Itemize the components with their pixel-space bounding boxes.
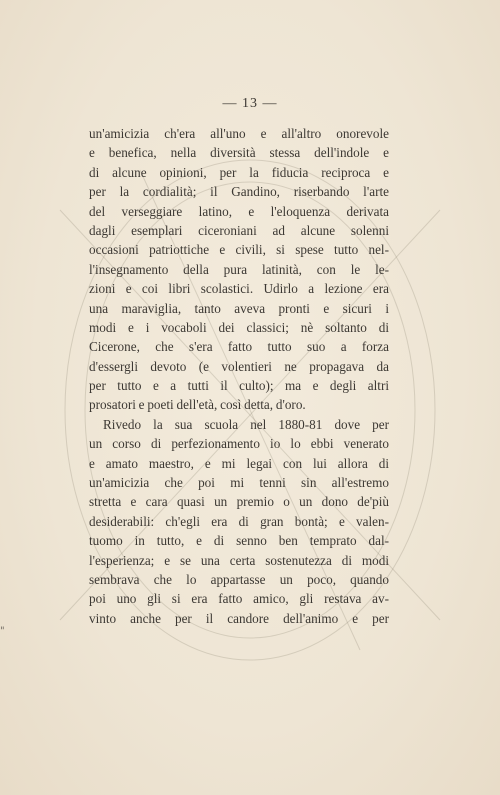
text-line: per tutto e a tutti il culto); ma e degli altri [89, 378, 389, 394]
text-line: tuomo in tutto, e di senno ben temprato dal- [89, 533, 389, 549]
body-text [89, 124, 389, 628]
text-line: per la cordialità; il Gandino, riserbando l'arte [89, 184, 389, 200]
text-line: modi e i vocaboli dei classici; nè soltanto di [89, 319, 389, 335]
text-line: prosatori e poeti dell'età, così detta, d'oro. [89, 397, 306, 413]
text-line: l'esperienza; e se una certa sostenutezza di modi [89, 552, 389, 568]
text-line: stretta e cara quasi un premio o un dono de'più [89, 494, 389, 510]
text-line: zioni e coi libri scolastici. Udirlo a lezione era [89, 281, 389, 297]
text-line: Rivedo la sua scuola nel 1880-81 dove per [103, 416, 389, 432]
text-line: un'amicizia che poi mi tenni sin all'estremo [89, 475, 389, 491]
text-line: occasioni patriottiche e civili, si spese tutto nel- [89, 242, 389, 258]
text-line: dagli esemplari ciceroniani ad alcune solenni [89, 222, 389, 238]
text-line: un'amicizia ch'era all'uno e all'altro onorevole [89, 126, 389, 141]
text-line: Cicerone, che s'era fatto tutto suo a forza [89, 339, 389, 355]
text-line: desiderabili: ch'egli era di gran bontà; e valen- [89, 513, 389, 529]
text-line: e benefica, nella diversità stessa dell'indole e [89, 145, 389, 161]
text-line: d'essergli devoto (e volentieri ne propagava da [89, 358, 389, 374]
text-line: l'insegnamento della pura latinità, con le le- [89, 261, 389, 277]
text-line: sembrava che lo appartasse un poco, quando [89, 571, 389, 587]
text-line: del verseggiare latino, e l'eloquenza derivata [89, 203, 389, 219]
text-line: vinto anche per il candore dell'animo e per [89, 610, 389, 626]
text-line: un corso di perfezionamento io lo ebbi venerato [89, 436, 389, 452]
text-line: poi uno gli si era fatto amico, gli restava av- [89, 591, 389, 607]
text-line: e amato maestro, e mi legai con lui allora di [89, 455, 389, 471]
margin-mark: " [0, 626, 5, 637]
page-number: — 13 — [222, 96, 278, 111]
text-line: di alcune opinioni, per la fiducia reciproca e [89, 164, 389, 180]
text-line: una maraviglia, tanto aveva pronti e sicuri i [89, 300, 389, 316]
